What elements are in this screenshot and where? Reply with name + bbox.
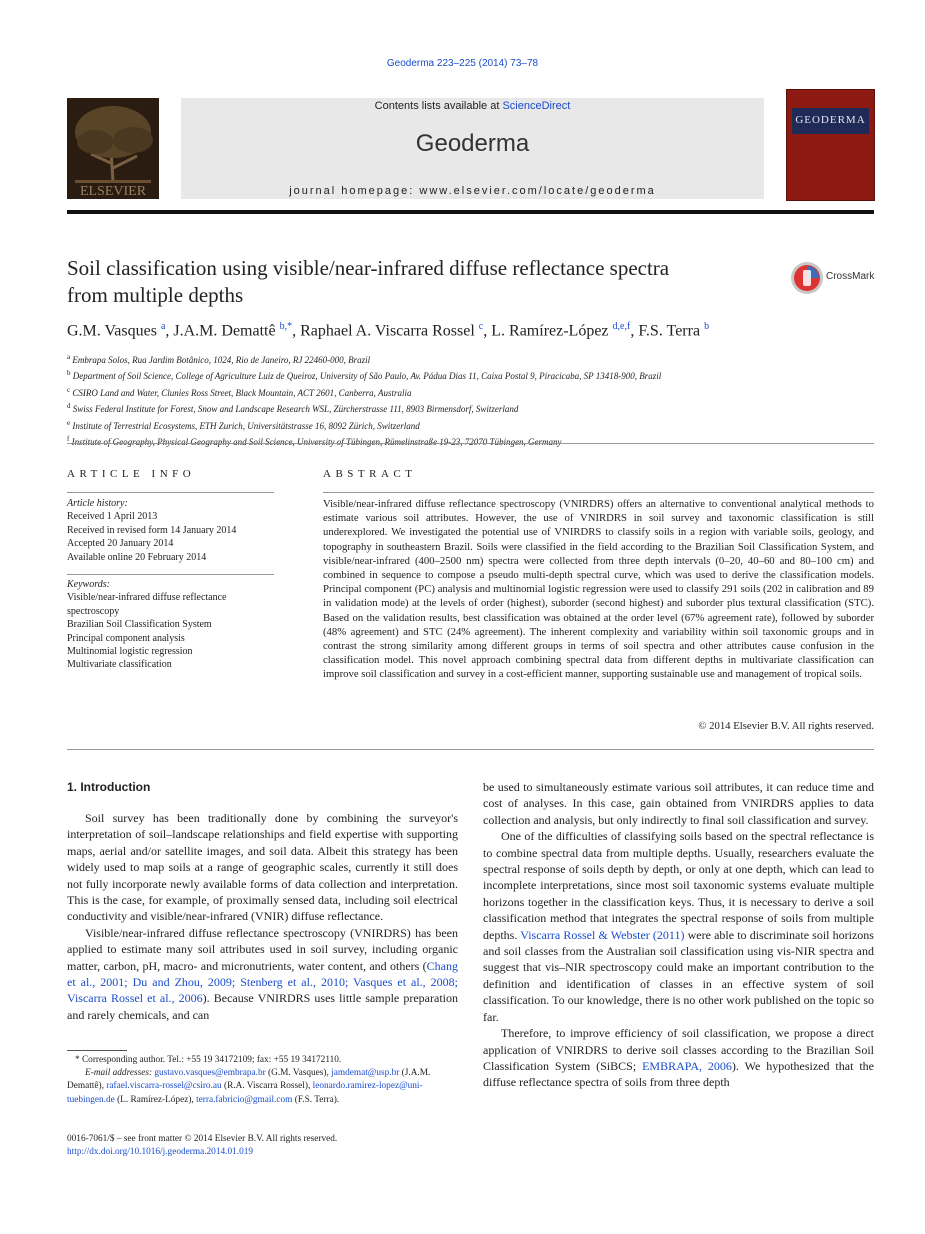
article-title: Soil classification using visible/near-infrared diffuse reflectance spectra from multiple depths <box>67 256 670 307</box>
crossmark-label: CrossMark <box>826 271 875 282</box>
crossmark-icon <box>790 261 824 295</box>
email-link[interactable]: terra.fabricio@gmail.com <box>196 1094 293 1105</box>
section-heading: 1. Introduction <box>67 780 151 794</box>
journal-reference[interactable]: Geoderma 223–225 (2014) 73–78 <box>386 58 539 69</box>
footnote-divider <box>67 1050 127 1051</box>
elsevier-tree-icon <box>67 98 159 199</box>
affiliation-text: Embrapa Solos, Rua Jardim Botânico, 1024, Rio de Janeiro, RJ 22460-000, Brazil <box>72 355 371 365</box>
homepage-url[interactable]: www.elsevier.com/locate/geoderma <box>419 185 656 197</box>
abstract-heading: ABSTRACT <box>323 468 417 480</box>
email-owner: (F.S. Terra). <box>292 1094 340 1105</box>
email-link[interactable]: gustavo.vasques@embrapa.br <box>154 1068 266 1079</box>
paragraph <box>483 1025 874 1091</box>
paragraph: be used to simultaneously estimate various soil attributes, it can reduce time and cost of analyses. In this case, gain obtained from VNIRDRS applies to data collection and analysis, but only indirectly to final soil classification and survey. <box>483 780 874 827</box>
citation-link[interactable]: EMBRAPA, 2006 <box>642 1058 732 1073</box>
divider <box>67 749 874 750</box>
affiliation-sup: a <box>67 353 71 361</box>
author-affil-sup[interactable]: a <box>160 321 166 332</box>
author[interactable]: F.S. Terra <box>638 322 701 340</box>
corresponding-author: * Corresponding author. Tel.: +55 19 34172109; fax: +55 19 34172110. <box>75 1055 342 1065</box>
keywords-label: Keywords: <box>67 579 110 590</box>
paragraph-text: One of the difficulties of classifying soils based on the spectral reflectance is to combine spectral data from multiple depths. Usually, researchers evaluate the spectral response of soils depth by depth, or only at one depth, which can lead to incomplete interpretations, since most soil taxonomic systems evaluate multiple horizons together in the classification keys. Thus, it is necessary to derive a soil classification method that integrates the spectral response of soils from multiple depths. <box>483 829 874 942</box>
abstract-text: Visible/near-infrared diffuse reflectance spectroscopy (VNIRDRS) offers an alternative to conventional analytical methods to estimate various soil attributes. However, the use of VNIRDRS in soil survey and taxonomic classification is still underexplored. We investigated the potential use of VNIRDRS to classify soils in a region with variable soils, geology, and topography in southeastern Brazil. Soils were classified in the field according to the Brazilian Soil Classification System, and visible/near-infrared (400–2500 nm) spectra were collected from three depth intervals (0–20, 40–60 and 80–100 cm) and combined in sequence to compose a pseudo multi-depth spectral curve, which was used to derive the classification models. Principal component (PC) analysis and multinomial logistic regression were used to classify 291 soils (202 in calibration and 89 in validation mode) at the levels of order (highest), suborder (second highest) and suborder plus textural classification (STC). Based on the validation results, best classification was obtained at the order level (67% agreement rate), followed by suborder (48% agreement) and STC (24% agreement). The inherent complexity and variability within soil taxonomic groups and in contrast the strong similarity among different groups in terms of soil spectra and other attributes cause confusion in the classification model. This novel approach combining spectral data from different depths in multivariate classification can improve soil classification and survey in a cost-efficient manner, supporting sustainable use and management of tropical soils. <box>323 498 874 681</box>
paragraph-text: Therefore, to improve efficiency of soil classification, we propose a direct application of VNIRDRS to derive soil classes according to the Brazilian Soil Classification System (SiBCS; <box>483 1026 874 1073</box>
footnote <box>67 1054 462 1107</box>
affiliation-sup: f <box>67 435 70 444</box>
affiliation-text: Institute of Terrestrial Ecosystems, ETH Zurich, Universitätstrasse 16, 8092 Zürich, Switzerland <box>72 420 420 431</box>
history-item: Received 1 April 2013 <box>67 511 158 523</box>
elsevier-logo <box>67 98 159 199</box>
crossmark-badge[interactable] <box>790 261 880 295</box>
contents-line <box>181 98 764 112</box>
email-label: E-mail addresses: <box>85 1068 155 1079</box>
author[interactable]: J.A.M. Demattê <box>173 322 276 340</box>
paragraph <box>67 925 458 1023</box>
affiliation <box>67 384 874 400</box>
affiliation-sup: e <box>67 418 71 427</box>
affiliation-sup: b <box>67 369 71 378</box>
affiliation <box>67 351 874 367</box>
publisher-logo-text: ELSEVIER <box>79 184 147 199</box>
paragraph-text: ). We hypothesized that the diffuse reflectance spectra of soils from three depth <box>483 1058 874 1090</box>
divider <box>323 492 874 493</box>
email-owner: (L. Ramírez-López), <box>114 1094 197 1105</box>
email-link[interactable]: leonardo.ramirez-lopez@uni-tuebingen.de <box>67 1081 423 1105</box>
paragraph: Soil survey has been traditionally done by combining the surveyor's interpretation of soil–landscape relationships and field expertise with supporting maps, aerial and/or satellite images, and soil data. Albeit this strategy has been widely used to map soils at a range of geographic scales, currently it still does not fully incorporate newly available forms of data collection and interpretation. This is the case, for example, of proximally sensed data, including soil electrical conductivity and visible/near-infrared (VNIR) diffuse reflectance. <box>67 811 458 924</box>
author-affil-sup[interactable]: b <box>704 321 710 332</box>
author-list: G.M. Vasques $^a$, J.A.M. Demattê $^{b,*}$, Raphael A. Viscarra Rossel $^c$, L. Ramírez-López $^{d,e,f}$, F.S. Terra $^b$ <box>67 321 710 340</box>
affiliation-text: Swiss Federal Institute for Forest, Snow and Landscape Research WSL, Zürcherstrasse 111, 8903 Birmensdorf, Switzerland <box>72 404 519 415</box>
history-item: Available online 20 February 2014 <box>67 551 207 563</box>
journal-banner <box>181 98 764 199</box>
article-info-heading: ARTICLE INFO <box>67 468 196 480</box>
author-affil-sup[interactable]: b,* <box>279 321 293 332</box>
journal-cover <box>786 89 875 201</box>
copyright: © 2014 Elsevier B.V. All rights reserved. <box>698 720 874 732</box>
keyword: Principal component analysis <box>67 632 185 644</box>
citation-link[interactable]: Chang et al., 2001; Du and Zhou, 2009; Stenberg et al., 2010; Vasques et al., 2008; Viscarra Rossel et al., 2006 <box>67 958 458 1006</box>
affiliation-sup: c <box>67 385 71 394</box>
affiliations <box>67 351 874 449</box>
homepage-prefix: journal homepage: <box>289 185 420 197</box>
affiliation <box>67 367 874 383</box>
divider <box>67 492 274 493</box>
divider <box>67 574 274 575</box>
email-link[interactable]: jamdemat@usp.br <box>331 1068 400 1079</box>
author[interactable]: G.M. Vasques <box>67 322 157 340</box>
keyword: Visible/near-infrared diffuse reflectance spectroscopy <box>67 592 227 617</box>
divider <box>67 443 874 444</box>
author[interactable]: Raphael A. Viscarra Rossel <box>300 322 475 340</box>
email-link[interactable]: rafael.viscarra-rossel@csiro.au <box>106 1081 222 1092</box>
body-column-right <box>483 779 874 1091</box>
keyword: Brazilian Soil Classification System <box>67 619 212 631</box>
journal-homepage <box>181 185 764 197</box>
email-owner: (G.M. Vasques), <box>265 1068 332 1079</box>
author-affil-sup[interactable]: d,e,f <box>612 321 631 332</box>
body-column-left <box>67 810 458 1023</box>
paragraph-text: were able to discriminate soil horizons and soil classes from the Australian soil classification using vis-NIR spectra and suggest that vis–NIR spectroscopy could make an important contribution to the definition and identification of classes in an effective system of soil classification. To our knowledge, there is no other work published on the topic so far. <box>483 927 874 1024</box>
doi-link[interactable]: http://dx.doi.org/10.1016/j.geoderma.2014.01.019 <box>67 1147 254 1158</box>
cover-title: GEODERMA <box>795 114 866 126</box>
author[interactable]: L. Ramírez-López <box>491 322 609 340</box>
journal-name: Geoderma <box>415 130 530 157</box>
history-label: Article history: <box>67 498 128 509</box>
keywords <box>67 578 277 672</box>
history-item: Accepted 20 January 2014 <box>67 538 174 550</box>
sciencedirect-link[interactable]: ScienceDirect <box>502 100 571 112</box>
citation-link[interactable]: Viscarra Rossel & Webster (2011) <box>520 927 685 942</box>
affiliation <box>67 400 874 416</box>
article-history <box>67 497 277 564</box>
header-divider <box>67 210 874 214</box>
keyword: Multinomial logistic regression <box>67 646 193 658</box>
front-matter <box>67 1133 462 1159</box>
keyword: Multivariate classification <box>67 659 172 671</box>
affiliation-sup: d <box>67 402 71 411</box>
affiliation-text: Department of Soil Science, College of Agriculture Luiz de Queiroz, University of São Paulo, Av. Pádua Dias 11, Caixa Postal 9, Piracicaba, SP 13418-900, Brazil <box>72 371 662 382</box>
email-owner: (J.A.M. Demattê), <box>67 1068 431 1092</box>
paragraph <box>483 828 874 1025</box>
history-item: Received in revised form 14 January 2014 <box>67 524 237 536</box>
paragraph-text: Visible/near-infrared diffuse reflectance spectroscopy (VNIRDRS) has been applied to estimate many soil attributes used in soil survey, including organic matter, carbon, pH, macro- and micronutrients, water content, and others ( <box>67 925 458 973</box>
contents-prefix: Contents lists available at <box>374 100 503 112</box>
affiliation-text: CSIRO Land and Water, Clunies Ross Street, Black Mountain, ACT 2601, Canberra, Australia <box>72 387 412 398</box>
affiliation <box>67 417 874 433</box>
email-owner: (R.A. Viscarra Rossel), <box>221 1081 313 1092</box>
paragraph-text: ). Because VNIRDRS uses little sample preparation and rarely chemicals, and can <box>67 991 458 1022</box>
issn-line: 0016-7061/$ – see front matter © 2014 Elsevier B.V. All rights reserved. <box>67 1134 338 1144</box>
author-affil-sup[interactable]: c <box>478 321 484 332</box>
affiliation <box>67 433 874 449</box>
